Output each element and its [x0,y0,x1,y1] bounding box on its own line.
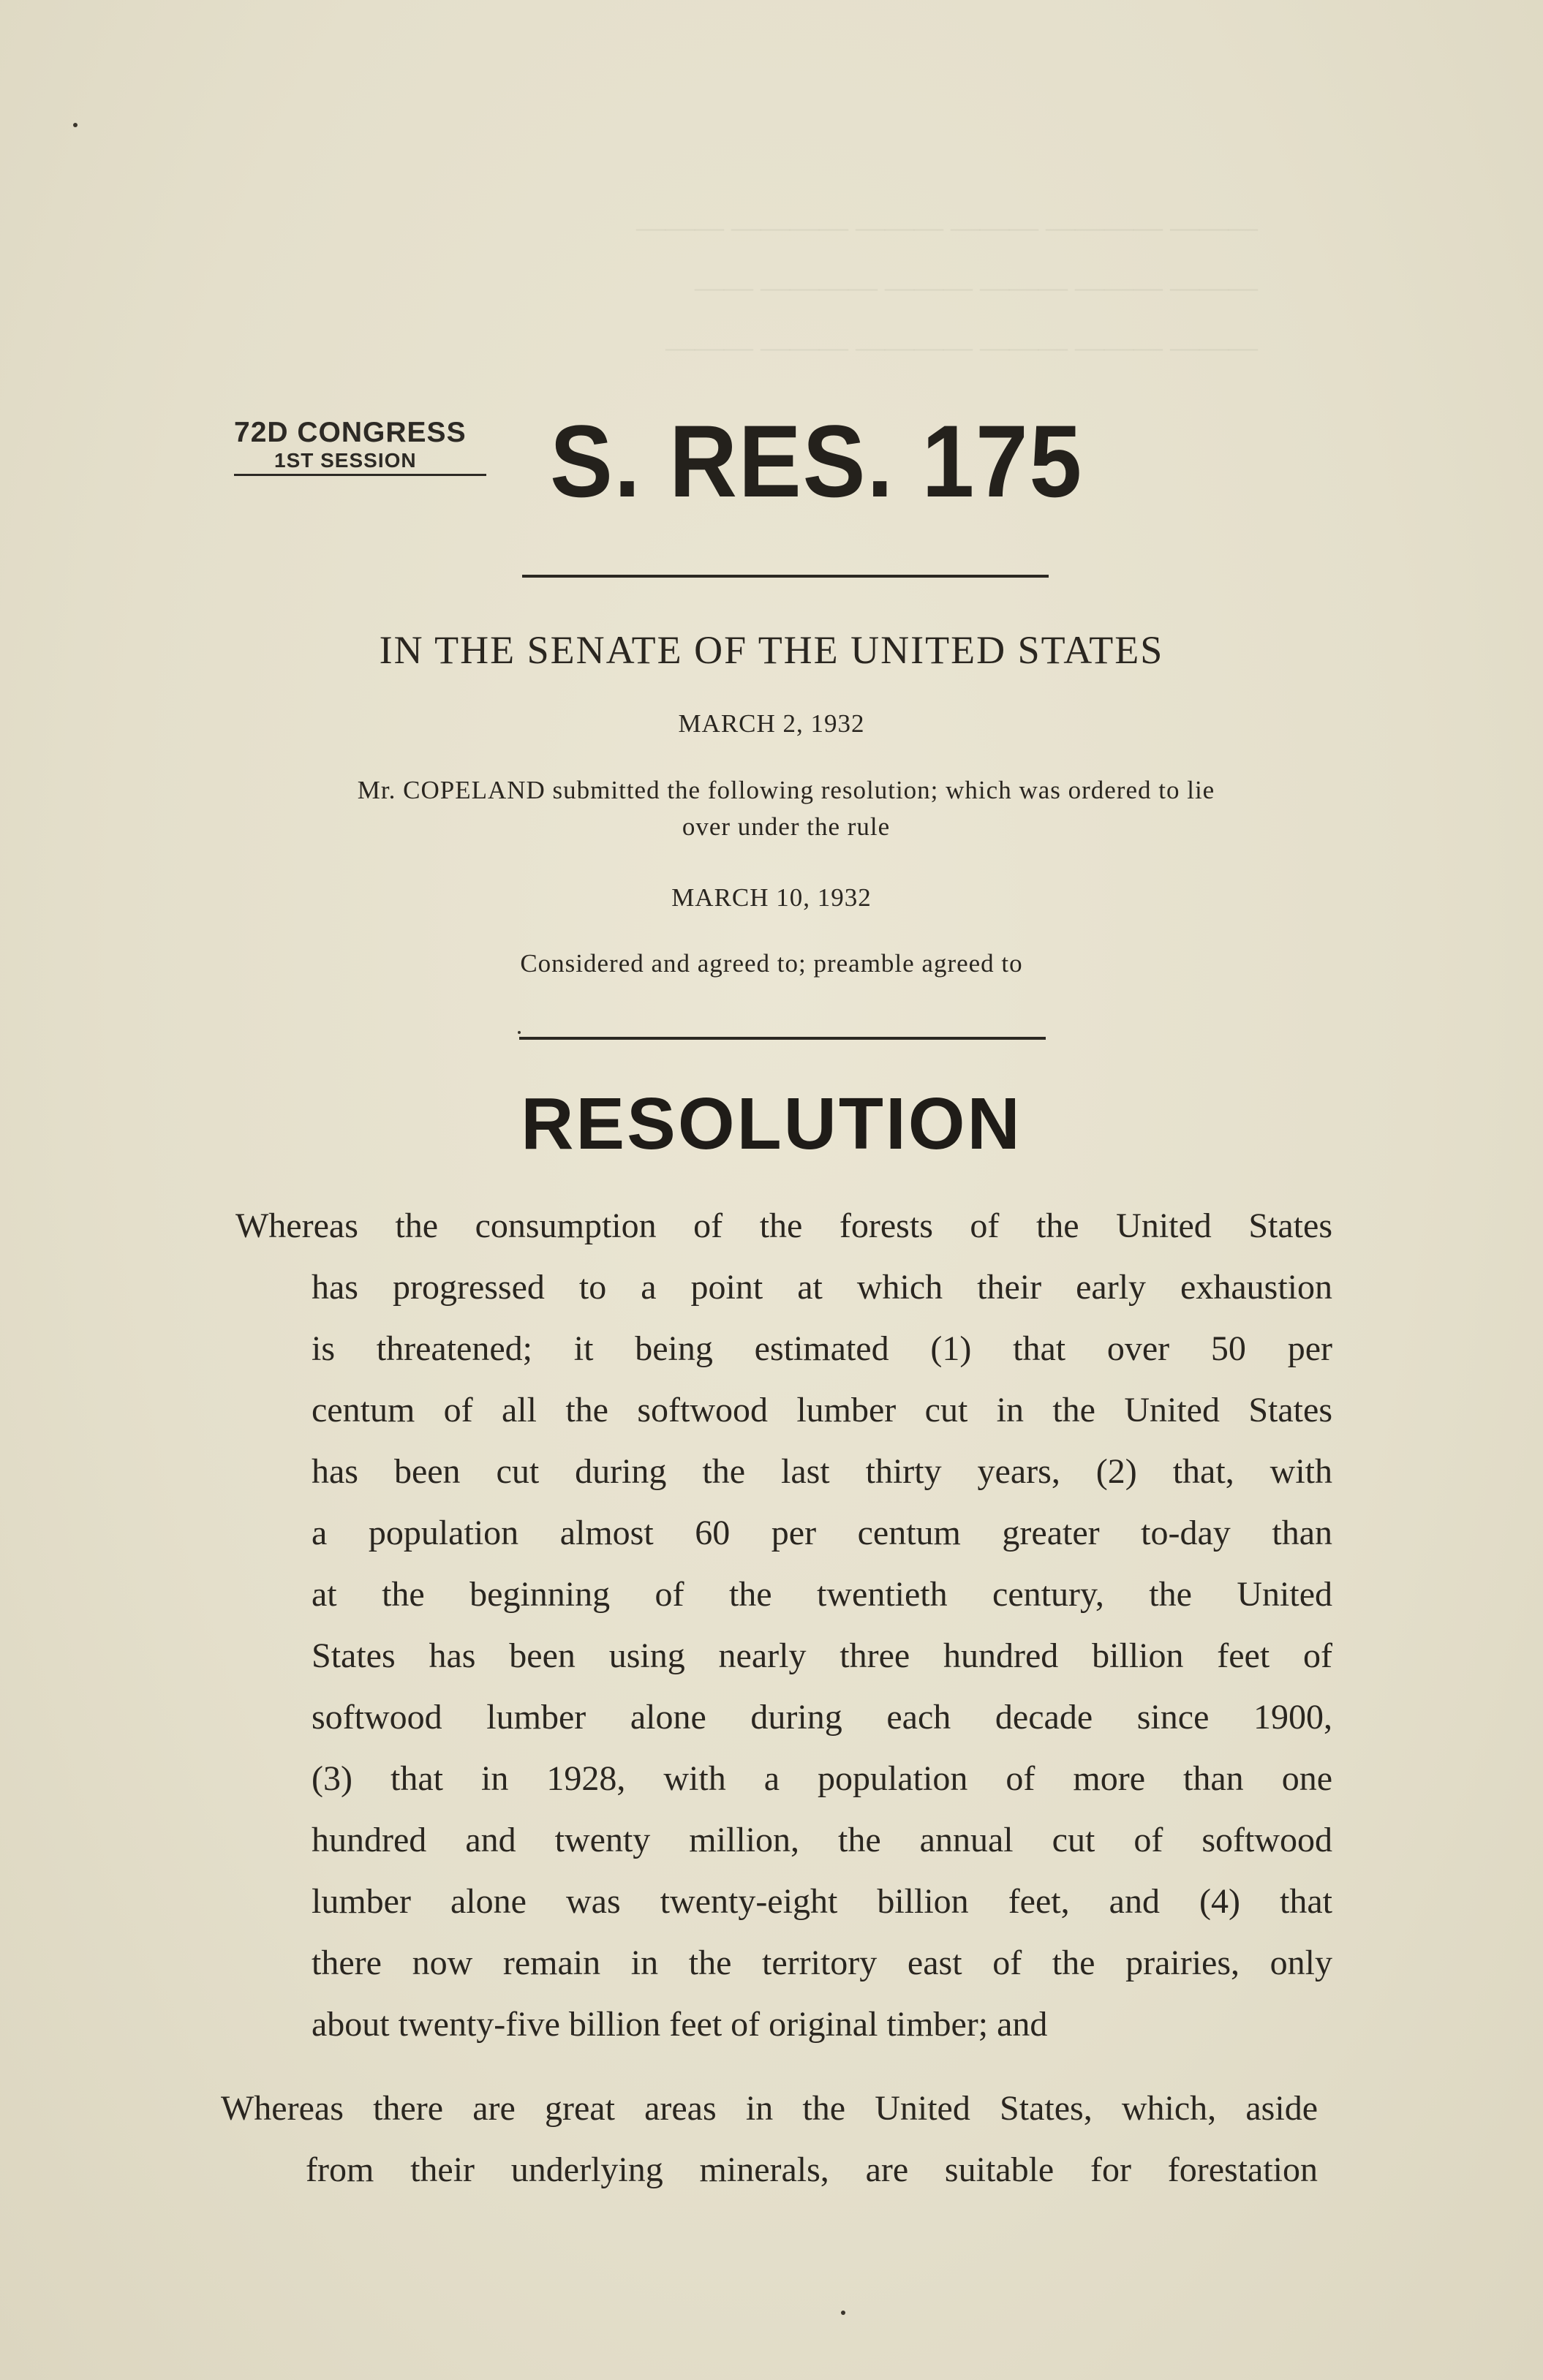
paragraph-line: centum of all the softwood lumber cut in the United States [312,1391,1332,1429]
paper-speck [841,2311,845,2315]
paper-speck [73,123,78,127]
congress-label: 72D CONGRESS [234,417,467,448]
paragraph-line: Whereas the consumption of the forests of the United States [235,1206,1332,1245]
paragraph-line: (3) that in 1928, with a population of more than one [312,1759,1332,1798]
agreed-date: MARCH 10, 1932 [671,883,872,912]
senate-heading: IN THE SENATE OF THE UNITED STATES [379,628,1164,672]
paragraph-line: Whereas there are great areas in the United States, which, aside [221,2089,1318,2128]
paragraph-line: has progressed to a point at which their early exhaustion [312,1268,1332,1307]
paragraph-line: States has been using nearly three hundred billion feet of [312,1636,1332,1675]
paragraph-line: has been cut during the last thirty years, (2) that, with [312,1452,1332,1491]
submitter-note [234,772,1338,845]
congress-session-block [234,417,486,476]
session-label: 1ST SESSION [234,449,486,476]
top-divider [522,575,1049,578]
submitter-line-1: Mr. COPELAND submitted the following resolution; which was ordered to lie [357,776,1215,804]
paragraph-line: at the beginning of the twentieth century, the United [312,1575,1332,1614]
paragraph-line: softwood lumber alone during each decade since 1900, [312,1698,1332,1737]
paragraph-line: there now remain in the territory east of the prairies, only [312,1943,1332,1982]
paper-speck [518,1031,521,1034]
whereas-paragraph-2 [221,2078,1318,2201]
submitted-date: MARCH 2, 1932 [678,709,865,738]
paragraph-line: hundred and twenty million, the annual cut of softwood [312,1821,1332,1859]
bleed-through-text: ——— ———— ——— ——— ———— ——— ——— ——— ——— ——— ———— —— ——— ——— ——— ———— ——— ——— [636,211,1258,363]
paragraph-line: about twenty-five billion feet of original timber; and [312,2005,1048,2044]
resolution-title: RESOLUTION [521,1083,1022,1165]
paragraph-line: lumber alone was twenty-eight billion feet, and (4) that [312,1882,1332,1921]
paragraph-line: a population almost 60 per centum greater to-day than [312,1514,1332,1552]
submitter-line-2: over under the rule [682,812,891,841]
middle-divider [519,1037,1046,1040]
resolution-number: S. RES. 175 [550,404,1084,518]
whereas-paragraph-1 [235,1195,1332,2055]
action-note: Considered and agreed to; preamble agreed to [520,949,1023,978]
paragraph-line: is threatened; it being estimated (1) that over 50 per [312,1329,1332,1368]
paragraph-line: from their underlying minerals, are suitable for forestation [306,2150,1318,2189]
